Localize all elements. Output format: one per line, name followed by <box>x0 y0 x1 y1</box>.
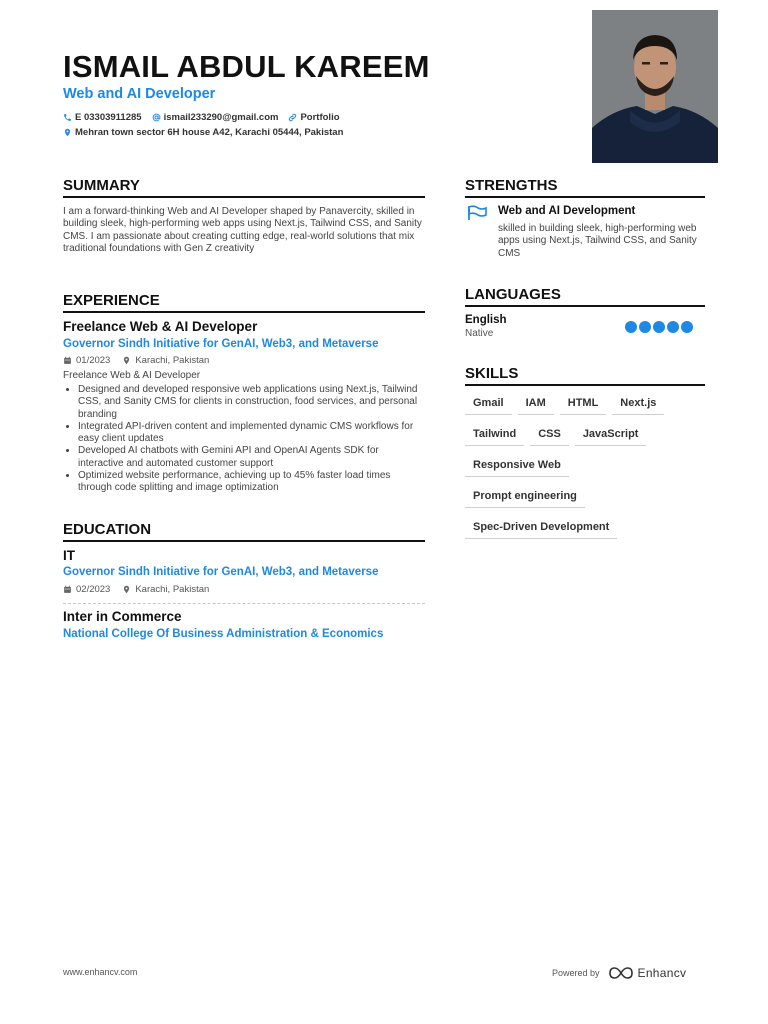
education-divider <box>63 540 425 542</box>
experience-description: Freelance Web & AI Developer <box>63 370 201 381</box>
education-degree: IT <box>63 548 75 563</box>
link-icon <box>288 113 297 122</box>
summary-heading: SUMMARY <box>63 177 140 194</box>
experience-bullet: • Designed and developed responsive web applications using Next.js, Tailwind CSS, and Sanity CMS for clients in construction, food services, and personal branding <box>78 384 425 421</box>
rating-dot <box>653 321 665 333</box>
rating-dot <box>625 321 637 333</box>
at-icon <box>152 113 161 122</box>
experience-date <box>63 355 110 366</box>
contact-row <box>63 112 340 123</box>
rating-dot <box>639 321 651 333</box>
flag-icon <box>466 205 488 221</box>
summary-text: I am a forward-thinking Web and AI Developer shaped by Panavercity, skilled in building sleek, high-performing web apps using Next.js, Tailwind CSS, and Sanity CMS. I am passionate about creating cutting edge, real-world solutions that mix traditional foundations with Gen Z creativity <box>63 206 422 254</box>
experience-location-text: Karachi, Pakistan <box>135 355 210 366</box>
powered-by-label: Powered by <box>552 968 600 978</box>
language-name: English <box>465 314 507 326</box>
experience-bullet: • Integrated API-driven content and implemented dynamic CMS workflows for easy client updates <box>78 421 425 446</box>
education-location-text: Karachi, Pakistan <box>135 584 210 595</box>
portfolio-link[interactable] <box>288 112 339 123</box>
experience-divider <box>63 311 425 313</box>
language-level: Native <box>465 328 494 339</box>
skills-list <box>465 394 710 539</box>
strengths-divider <box>465 196 705 198</box>
strengths-heading: STRENGTHS <box>465 177 558 194</box>
education-date <box>63 584 110 595</box>
location-pin-icon <box>63 128 72 137</box>
phone-item[interactable] <box>63 112 142 123</box>
address-row <box>63 127 343 138</box>
education-meta <box>63 584 209 595</box>
skill-tag: Responsive Web <box>465 456 569 477</box>
education-school: National College Of Business Administration & Economics <box>63 628 384 640</box>
phone-text: E 03303911285 <box>75 112 142 123</box>
experience-org: Governor Sindh Initiative for GenAI, Web3, and Metaverse <box>63 338 379 350</box>
experience-role: Freelance Web & AI Developer <box>63 319 258 334</box>
skill-tag: Spec-Driven Development <box>465 518 617 539</box>
education-location <box>122 584 209 595</box>
footer-website[interactable]: www.enhancv.com <box>63 967 138 977</box>
skills-divider <box>465 384 705 386</box>
strength-title: Web and AI Development <box>498 205 636 217</box>
education-heading: EDUCATION <box>63 521 152 538</box>
skills-heading: SKILLS <box>465 365 519 382</box>
experience-bullet: • Optimized website performance, achieving up to 45% faster load times through code splitting and image optimization <box>78 470 425 495</box>
experience-location <box>122 355 209 366</box>
skill-tag: CSS <box>530 425 569 446</box>
skill-tag: Tailwind <box>465 425 524 446</box>
skill-tag: Prompt engineering <box>465 487 585 508</box>
skill-tag: IAM <box>518 394 554 415</box>
experience-heading: EXPERIENCE <box>63 292 160 309</box>
portfolio-text: Portfolio <box>300 112 340 123</box>
education-school: Governor Sindh Initiative for GenAI, Web3, and Metaverse <box>63 566 379 578</box>
calendar-icon <box>63 585 72 594</box>
enhancv-logo-icon <box>608 967 634 979</box>
skill-tag: JavaScript <box>575 425 647 446</box>
skill-tag: Next.js <box>612 394 664 415</box>
languages-divider <box>465 305 705 307</box>
brand-logo[interactable] <box>608 966 687 980</box>
rating-dot <box>681 321 693 333</box>
calendar-icon <box>63 356 72 365</box>
address-item <box>63 127 343 138</box>
email-text: ismail233290@gmail.com <box>163 112 279 123</box>
brand-name: Enhancv <box>637 966 687 980</box>
experience-date-text: 01/2023 <box>76 355 111 366</box>
experience-meta <box>63 355 209 366</box>
strength-description: skilled in building sleek, high-performing web apps using Next.js, Tailwind CSS, and Sanity CMS <box>498 223 697 259</box>
languages-heading: LANGUAGES <box>465 286 561 303</box>
education-separator <box>63 603 425 604</box>
footer-powered <box>552 966 686 980</box>
location-pin-icon <box>122 356 131 365</box>
skill-tag: Gmail <box>465 394 512 415</box>
phone-icon <box>63 113 72 122</box>
skill-tag: HTML <box>560 394 607 415</box>
language-rating <box>625 321 693 333</box>
education-degree: Inter in Commerce <box>63 609 182 624</box>
summary-divider <box>63 196 425 198</box>
education-date-text: 02/2023 <box>76 584 111 595</box>
profile-photo <box>592 10 718 163</box>
candidate-name: ISMAIL ABDUL KAREEM <box>63 49 430 84</box>
candidate-title: Web and AI Developer <box>63 86 216 102</box>
experience-bullet: • Developed AI chatbots with Gemini API and OpenAI Agents SDK for interactive and automated customer support <box>78 445 425 470</box>
email-item[interactable] <box>152 112 279 123</box>
rating-dot <box>667 321 679 333</box>
experience-bullets <box>63 384 425 495</box>
location-pin-icon <box>122 585 131 594</box>
address-text: Mehran town sector 6H house A42, Karachi 05444, Pakistan <box>75 127 344 138</box>
